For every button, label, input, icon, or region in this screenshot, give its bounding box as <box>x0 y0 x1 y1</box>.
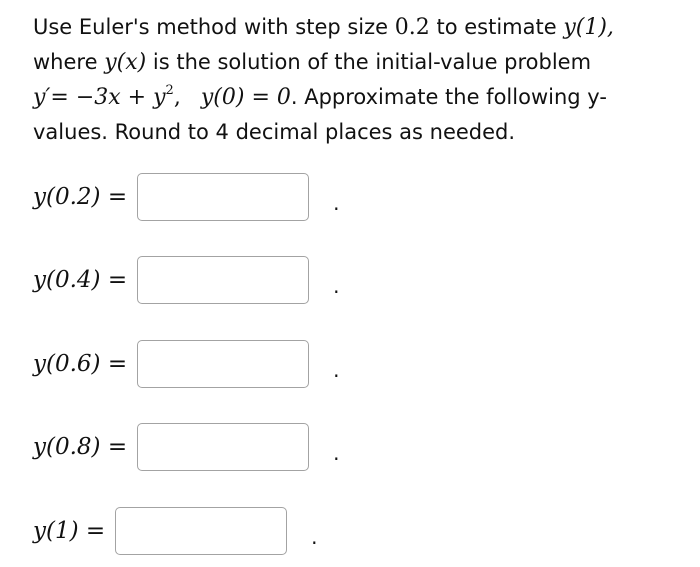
function-name: y(x) <box>104 50 147 75</box>
answer-period: . <box>333 358 340 382</box>
problem-intro-2: to estimate <box>436 15 557 39</box>
answer-input-y08[interactable] <box>137 423 309 471</box>
answer-period: . <box>333 441 340 465</box>
answer-row-y02 <box>33 173 339 221</box>
problem-where-2: is the solution of the initial-value problem <box>152 50 592 74</box>
answer-row-y04 <box>33 256 339 304</box>
answer-label-y1: y(1) = <box>33 518 106 544</box>
answer-period: . <box>333 274 340 298</box>
answer-label-y08: y(0.8) = <box>33 434 128 460</box>
answer-label-y02: y(0.2) = <box>33 184 128 210</box>
problem-ending: . Approximate the following y-values. Round to 4 decimal places as needed. <box>33 85 607 144</box>
answer-label-y04: y(0.4) = <box>33 267 128 293</box>
answer-input-y1[interactable] <box>115 507 287 555</box>
answer-row-y1 <box>33 507 318 555</box>
answer-label-y06: y(0.6) = <box>33 351 128 377</box>
problem-where: where <box>33 50 98 74</box>
problem-text <box>33 10 673 149</box>
initial-condition: y(0) = 0 <box>200 85 291 110</box>
answer-period: . <box>333 191 340 215</box>
answer-input-y04[interactable] <box>137 256 309 304</box>
step-size-value: 0.2 <box>394 15 430 40</box>
problem-statement <box>33 10 673 149</box>
ode-equation: $y'= -3x + y^2$, <box>33 82 181 110</box>
estimate-target: y(1), <box>563 15 614 40</box>
answer-period: . <box>311 525 318 549</box>
answer-row-y06 <box>33 340 339 388</box>
problem-intro: Use Euler's method with step size <box>33 15 389 39</box>
answer-input-y02[interactable] <box>137 173 309 221</box>
answer-input-y06[interactable] <box>137 340 309 388</box>
answer-row-y08 <box>33 423 339 471</box>
